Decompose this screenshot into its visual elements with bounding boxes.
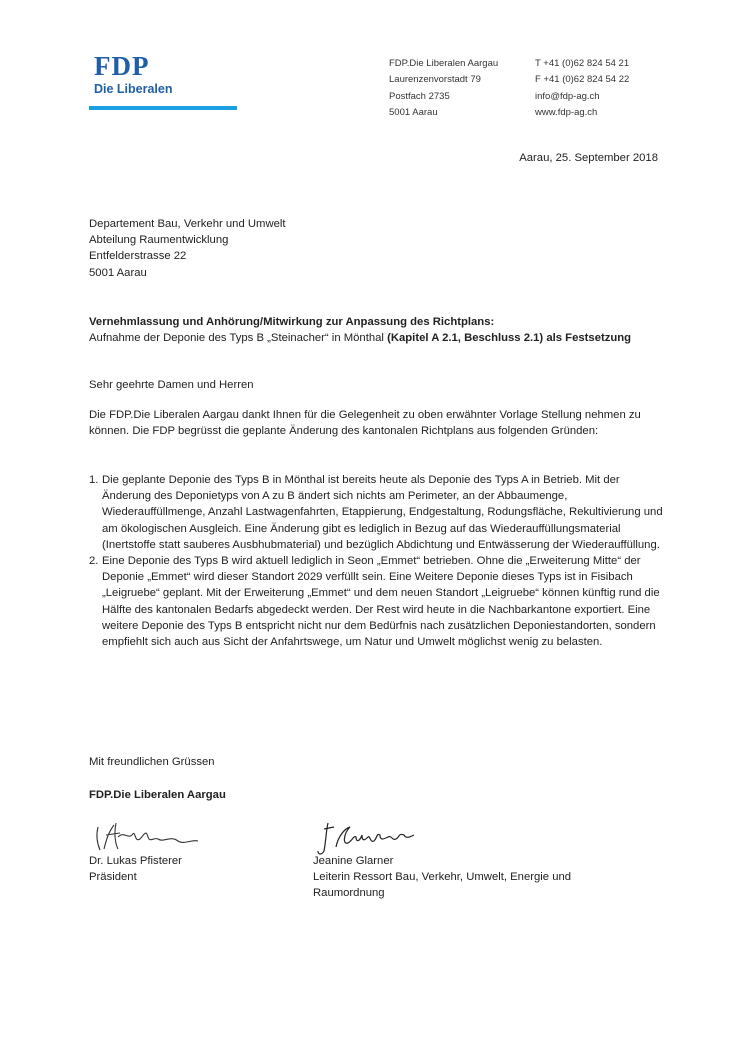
fax-number: F +41 (0)62 824 54 22 [535,74,630,86]
sender-address [389,56,498,121]
signature-pfisterer [88,817,208,857]
recipient-line: Abteilung Raumentwicklung [89,234,229,247]
list-item-number: 2. [89,555,99,568]
phone-number: T +41 (0)62 824 54 21 [535,58,630,69]
recipient-line: Departement Bau, Verkehr und Umwelt [89,218,286,230]
list-item-text: Eine Deponie des Typs B wird aktuell lediglich in Seon „Emmet“ betrieben. Ohne die „Erweiterung Mitte“ der Deponie „Emmet“ wird dieser Standort 2029 verfüllt sein. Eine Weitere Deponie dieses Typs ist in Fisibach „Leigruebe“ geplant. Mit der Erweiterung „Emmet“ und dem neuen Standort „Leigruebe“ können künftig rund die Hälfte des kantonalen Bedarfs abgedeckt werden. Der Rest wird heute in die Nachbarkantone exportiert. Eine weitere Deponie des Typs B entspricht nicht nur dem Bedürfnis nach zusätzlichen Deponiestandorten, sondern empfiehlt sich auch aus Sicht der Anfahrtswege, um Natur und Umwelt möglichst wenig zu belasten. [102,555,660,649]
sender-contact [535,56,629,121]
subject-detail-bold: (Kapitel A 2.1, Beschluss 2.1) als Festsetzung [387,332,632,345]
sender-line: FDP.Die Liberalen Aargau [389,58,499,69]
recipient-line: Entfelderstrasse 22 [89,250,187,263]
closing-phrase: Mit freundlichen Grüssen [89,756,215,768]
list-item [89,472,667,553]
intro-paragraph: Die FDP.Die Liberalen Aargau dankt Ihnen für die Gelegenheit zu oben erwähnter Vorlage Stellung nehmen zu können. Die FDP begrüsst die geplante Änderung des kantonalen Richtplans aus folgenden Gründen: [89,409,641,438]
recipient-line: 5001 Aarau [89,266,147,279]
logo-wordmark: FDP [94,51,150,81]
subject-detail-normal: Aufnahme der Deponie des Typs B „Steinacher“ in Mönthal [89,332,384,345]
email-address: info@fdp-ag.ch [535,90,600,102]
list-item [89,553,667,650]
reasons-list [89,472,667,650]
letter-subject [89,314,669,346]
logo-underline-bar [89,106,237,110]
organisation-name: FDP.Die Liberalen Aargau [89,789,226,801]
list-item-number: 1. [89,474,99,486]
list-item-text: Die geplante Deponie des Typs B in Mönthal ist bereits heute als Deponie des Typs A in Betrieb. Mit der Änderung des Deponietyps von A zu B ändert sich nichts am Perimeter, an der Abbaumenge, Wiederauffüllmenge, Anzahl Lastwagenfahrten, Etappierung, Endgestaltung, Rodungsfläche, Rekultivierung und am ökologischen Ausgleich. Eine Änderung gibt es lediglich in Bezug auf das Wiederauffüllungsmaterial (Inertstoffe statt sauberes Ausbhubmaterial) und bezüglich Abdichtung und Entwässerung der Wiederauffüllung. [102,474,663,551]
signatory-name: Jeanine Glarner [313,855,394,867]
signatory-role: Leiterin Ressort Bau, Verkehr, Umwelt, Energie und Raumordnung [313,871,572,900]
signatory-name: Dr. Lukas Pfisterer [89,855,182,867]
signatory-1 [89,853,182,885]
recipient-address [89,216,286,281]
fdp-logo [94,52,173,96]
sender-line: Postfach 2735 [389,90,450,102]
subject-detail [89,330,669,346]
signatory-role: Präsident [89,871,137,884]
salutation: Sehr geehrte Damen und Herren [89,379,254,391]
sender-line: 5001 Aarau [389,106,438,118]
subject-title: Vernehmlassung und Anhörung/Mitwirkung zur Anpassung des Richtplans: [89,316,495,328]
letter-date: Aarau, 25. September 2018 [519,152,658,164]
logo-subtitle: Die Liberalen [94,82,173,96]
website-url: www.fdp-ag.ch [535,106,598,118]
signatory-2 [313,853,613,902]
sender-line: Laurenzenvorstadt 79 [389,74,481,86]
